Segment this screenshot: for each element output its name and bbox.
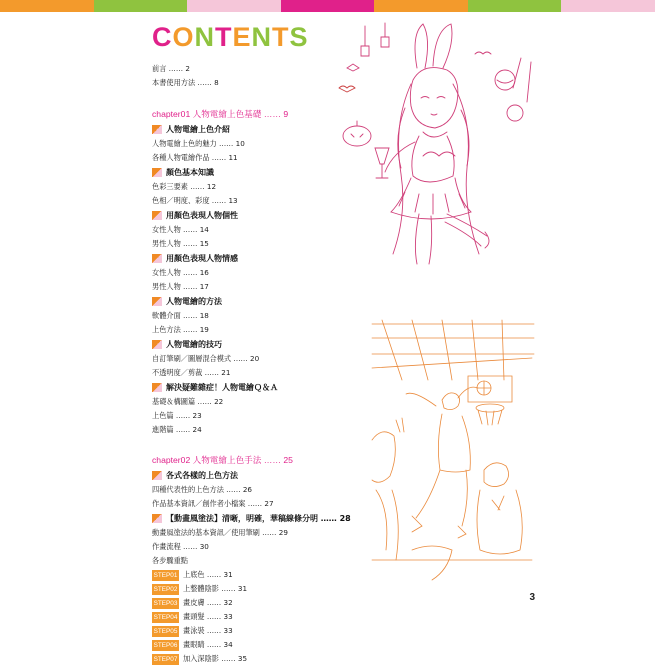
toc-entry[interactable]: 本書使用方法 …… 8 (152, 78, 219, 87)
section-flag-icon (152, 211, 162, 220)
step-badge: STEP01 (153, 571, 178, 579)
section-title: 【動畫風塗法】清晰，明確，華稿線條分明 …… 28 (166, 514, 351, 523)
step-badge: STEP03 (153, 599, 178, 607)
title-letter: S (289, 22, 309, 52)
section-title: 人物電繪的技巧 (166, 340, 222, 349)
title-letter: N (194, 22, 216, 52)
toc-entry[interactable]: 各步驟重點 (152, 556, 188, 565)
section-title: 顏色基本知識 (166, 168, 214, 177)
toc-entry[interactable]: 上色篇 …… 23 (152, 411, 202, 420)
title-letter: C (152, 22, 173, 52)
section-heading[interactable] (152, 380, 382, 395)
section-title: 用顏色表現人物個性 (166, 211, 238, 220)
step-text: 上整體陰影 …… 31 (183, 584, 248, 593)
section-title: 人物電繪的方法 (166, 297, 222, 306)
section-title: 解決疑難雜症！人物電繪Ｑ＆Ａ (166, 383, 278, 392)
toc-entry[interactable]: 不透明度／剪裁 …… 21 (152, 368, 231, 377)
toc-entry[interactable]: 前言 …… 2 (152, 64, 190, 73)
step-entry[interactable] (152, 652, 382, 666)
toc-entry[interactable]: 色彩三要素 …… 12 (152, 182, 217, 191)
chapter2-sections (152, 468, 382, 568)
top-bar-segment (94, 0, 188, 12)
top-bar-segment (561, 0, 655, 12)
toc-entry[interactable]: 四種代表性的上色方法 …… 26 (152, 485, 252, 494)
step-badge: STEP07 (153, 655, 178, 663)
section-flag-icon (152, 340, 162, 349)
section-flag-icon (152, 254, 162, 263)
toc-entry[interactable]: 自訂筆刷／圖層混合模式 …… 20 (152, 354, 260, 363)
title-letter: O (172, 22, 195, 52)
top-bar-segment (468, 0, 562, 12)
step-text: 畫頭髮 …… 33 (183, 612, 233, 621)
toc-entry[interactable]: 軟體介面 …… 18 (152, 311, 209, 320)
step-badge: STEP05 (153, 627, 178, 635)
step-entry[interactable] (152, 596, 382, 610)
title-letter: T (272, 22, 290, 52)
section-title: 用顏色表現人物情感 (166, 254, 238, 263)
step-entry[interactable] (152, 624, 382, 638)
section-flag-icon (152, 297, 162, 306)
step-entry[interactable] (152, 610, 382, 624)
top-bar-segment (374, 0, 468, 12)
toc-entry[interactable]: 作品基本資訊／創作者小檔案 …… 27 (152, 499, 274, 508)
step-text: 畫眼睛 …… 34 (183, 640, 233, 649)
step-text: 畫泳裝 …… 33 (183, 626, 233, 635)
top-bar-segment (187, 0, 281, 12)
title-letter: T (215, 22, 233, 52)
step-badge: STEP06 (153, 641, 178, 649)
toc-entry[interactable]: 色相／明度、彩度 …… 13 (152, 196, 238, 205)
section-title: 各式各樣的上色方法 (166, 471, 238, 480)
section-heading[interactable] (152, 294, 382, 309)
contents-title (152, 22, 309, 53)
section-flag-icon (152, 168, 162, 177)
toc-entry[interactable]: 人物電繪上色的魅力 …… 10 (152, 139, 245, 148)
step-entry[interactable] (152, 638, 382, 652)
top-bar-segment (0, 0, 94, 12)
top-color-bar (0, 0, 655, 12)
title-letter: N (251, 22, 273, 52)
section-title: 人物電繪上色介紹 (166, 125, 230, 134)
toc-entry[interactable]: 各種人物電繪作品 …… 11 (152, 153, 238, 162)
page-number: 3 (529, 592, 535, 603)
toc-entry[interactable]: 基礎＆構圖篇 …… 22 (152, 397, 224, 406)
illustration-bottom (372, 320, 534, 588)
chapter-heading[interactable]: chapter02 人物電繪上色手法 …… 25 (152, 455, 293, 465)
step-text: 畫皮膚 …… 32 (183, 598, 233, 607)
section-flag-icon (152, 383, 162, 392)
step-text: 加入深陰影 …… 35 (183, 654, 248, 663)
toc-entry[interactable]: 作畫流程 …… 30 (152, 542, 209, 551)
toc-entry[interactable]: 男性人物 …… 15 (152, 239, 209, 248)
section-flag-icon (152, 514, 162, 523)
top-bar-segment (281, 0, 375, 12)
section-flag-icon (152, 125, 162, 134)
step-entry[interactable] (152, 568, 382, 582)
step-badge: STEP02 (153, 585, 178, 593)
step-entry[interactable] (152, 582, 382, 596)
step-text: 上底色 …… 31 (183, 570, 233, 579)
toc-entry[interactable]: 進階篇 …… 24 (152, 425, 202, 434)
section-heading[interactable] (152, 337, 382, 352)
step-list (152, 568, 382, 666)
section-heading[interactable] (152, 511, 382, 526)
toc-entry[interactable]: 女性人物 …… 16 (152, 268, 209, 277)
toc-entry[interactable]: 男性人物 …… 17 (152, 282, 209, 291)
title-letter: E (232, 22, 252, 52)
section-heading[interactable] (152, 468, 382, 483)
section-flag-icon (152, 471, 162, 480)
chapter-heading[interactable]: chapter01 人物電繪上色基礎 …… 9 (152, 109, 289, 119)
step-badge: STEP04 (153, 613, 178, 621)
illustration-top (335, 18, 535, 268)
toc-entry[interactable]: 動畫風塗法的基本資訊／使用筆刷 …… 29 (152, 528, 288, 537)
toc-entry[interactable]: 上色方法 …… 19 (152, 325, 209, 334)
toc-entry[interactable]: 女性人物 …… 14 (152, 225, 209, 234)
